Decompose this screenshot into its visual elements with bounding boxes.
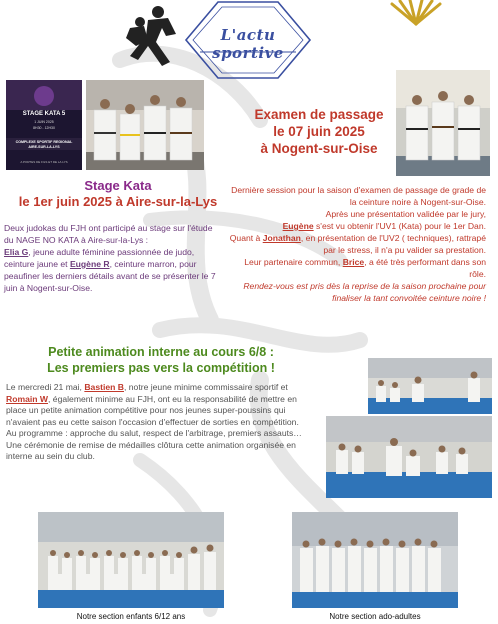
poster-date: 1 JUIN 2025 (34, 120, 54, 124)
examen-closing: Rendez-vous est pris dès la reprise de la saison prochaine pour finaliser la tant convoitée ceinture noire ! (243, 281, 486, 303)
stage-kata-paragraph-2: Elia G, jeune adulte féminine passionnée de judo, ceinture jaune et Eugène R, ceinture marron, pour peaufiner les derniers détails avant de se présenter le 7 juin à Nogent-sur-Oise. (4, 247, 216, 293)
name-bastien: Bastien B (84, 382, 124, 392)
examen-photo (396, 70, 490, 176)
name-elia: Elia G (4, 247, 29, 257)
animation-paragraph-3: Une cérémonie de remise de médailles clôtura cette animation organisée en interne au sein du club. (6, 439, 296, 461)
poster-venue-1: COMPLEXE SPORTIF REGIONAL (15, 140, 73, 144)
stage-kata-title (4, 178, 232, 210)
animation-paragraph-1: Le mercredi 21 mai, Bastien B, notre jeune minime commissaire sportif et Romain W, également minime au FJH, ont eu la responsabilité de mettre en place un petite animation compétitive pour nos jeunes super-poussins qui n'avaient pas eu cette saison l'occasion d'effectuer de sorties en compétition. (6, 382, 299, 427)
animation-title-line-1: Petite animation interne au cours 6/8 : (48, 345, 274, 359)
stage-kata-paragraph-1: Deux judokas du FJH ont participé au stage sur l'étude du NAGE NO KATA à Aire-sur-la-Lys : (4, 223, 213, 245)
examen-paragraph-5: Leur partenaire commun, Brice, a été très performant dans son rôle. (244, 257, 486, 279)
poster-footer: A PORTES DE FILS ET DE LA LYS (20, 160, 68, 164)
animation-title-line-2: Les premiers pas vers la compétition ! (47, 361, 275, 375)
name-eugene-r: Eugène R (69, 259, 110, 269)
name-romain: Romain W (6, 393, 49, 404)
name-jonathan: Jonathan (262, 233, 301, 243)
examen-body (228, 184, 486, 304)
name-brice: Brice (342, 257, 365, 267)
stage-kata-poster (6, 80, 82, 170)
ado-section-photo (292, 512, 458, 608)
stage-kata-body (4, 222, 224, 294)
examen-paragraph-1: Dernière session pour la saison d'examen de passage de grade de la ceinture noire à Nogent-sur-Oise. (231, 185, 486, 207)
stage-kata-photo (86, 80, 204, 170)
ado-section-caption: Notre section ado-adultes (329, 612, 421, 621)
animation-body (6, 382, 312, 463)
stage-kata-title-line-2: le 1er juin 2025 à Aire-sur-la-Lys (18, 194, 218, 209)
animation-title (20, 344, 302, 376)
kids-section-caption: Notre section enfants 6/12 ans (76, 612, 186, 621)
examen-paragraph-3: Eugène s'est vu obtenir l'UV1 (Kata) pour le 1er Dan. (282, 221, 486, 231)
examen-paragraph-4: Quant à Jonathan, en présentation de l'UV2 ( techniques), rattrapé par le stress, il n'a pu valider sa prestation. (229, 233, 486, 255)
poster-venue-2: AIRE-SUR-LA-LYS (28, 145, 60, 149)
animation-photo-1 (368, 358, 492, 414)
examen-title-line-3: à Nogent-sur-Oise (260, 141, 378, 156)
stage-kata-title-line-1: Stage Kata (84, 178, 152, 193)
name-eugene: Eugène (282, 221, 314, 231)
header-title: L'actu sportive (212, 26, 284, 62)
kids-section-photo (38, 512, 224, 608)
fan-icon (386, 0, 446, 26)
examen-title-line-1: Examen de passage (254, 107, 384, 122)
poster-title: STAGE KATA 5 (22, 111, 66, 117)
examen-title-line-2: le 07 juin 2025 (273, 124, 365, 139)
examen-title (234, 106, 404, 157)
animation-paragraph-2: Au programme : approche du salut, respect de l'arbitrage, premiers assauts… (6, 428, 302, 438)
poster-hours: 8H30 - 12H30 (33, 126, 55, 130)
examen-paragraph-2: Après une présentation validée par le jury, (325, 209, 486, 219)
animation-photo-2 (326, 416, 492, 498)
